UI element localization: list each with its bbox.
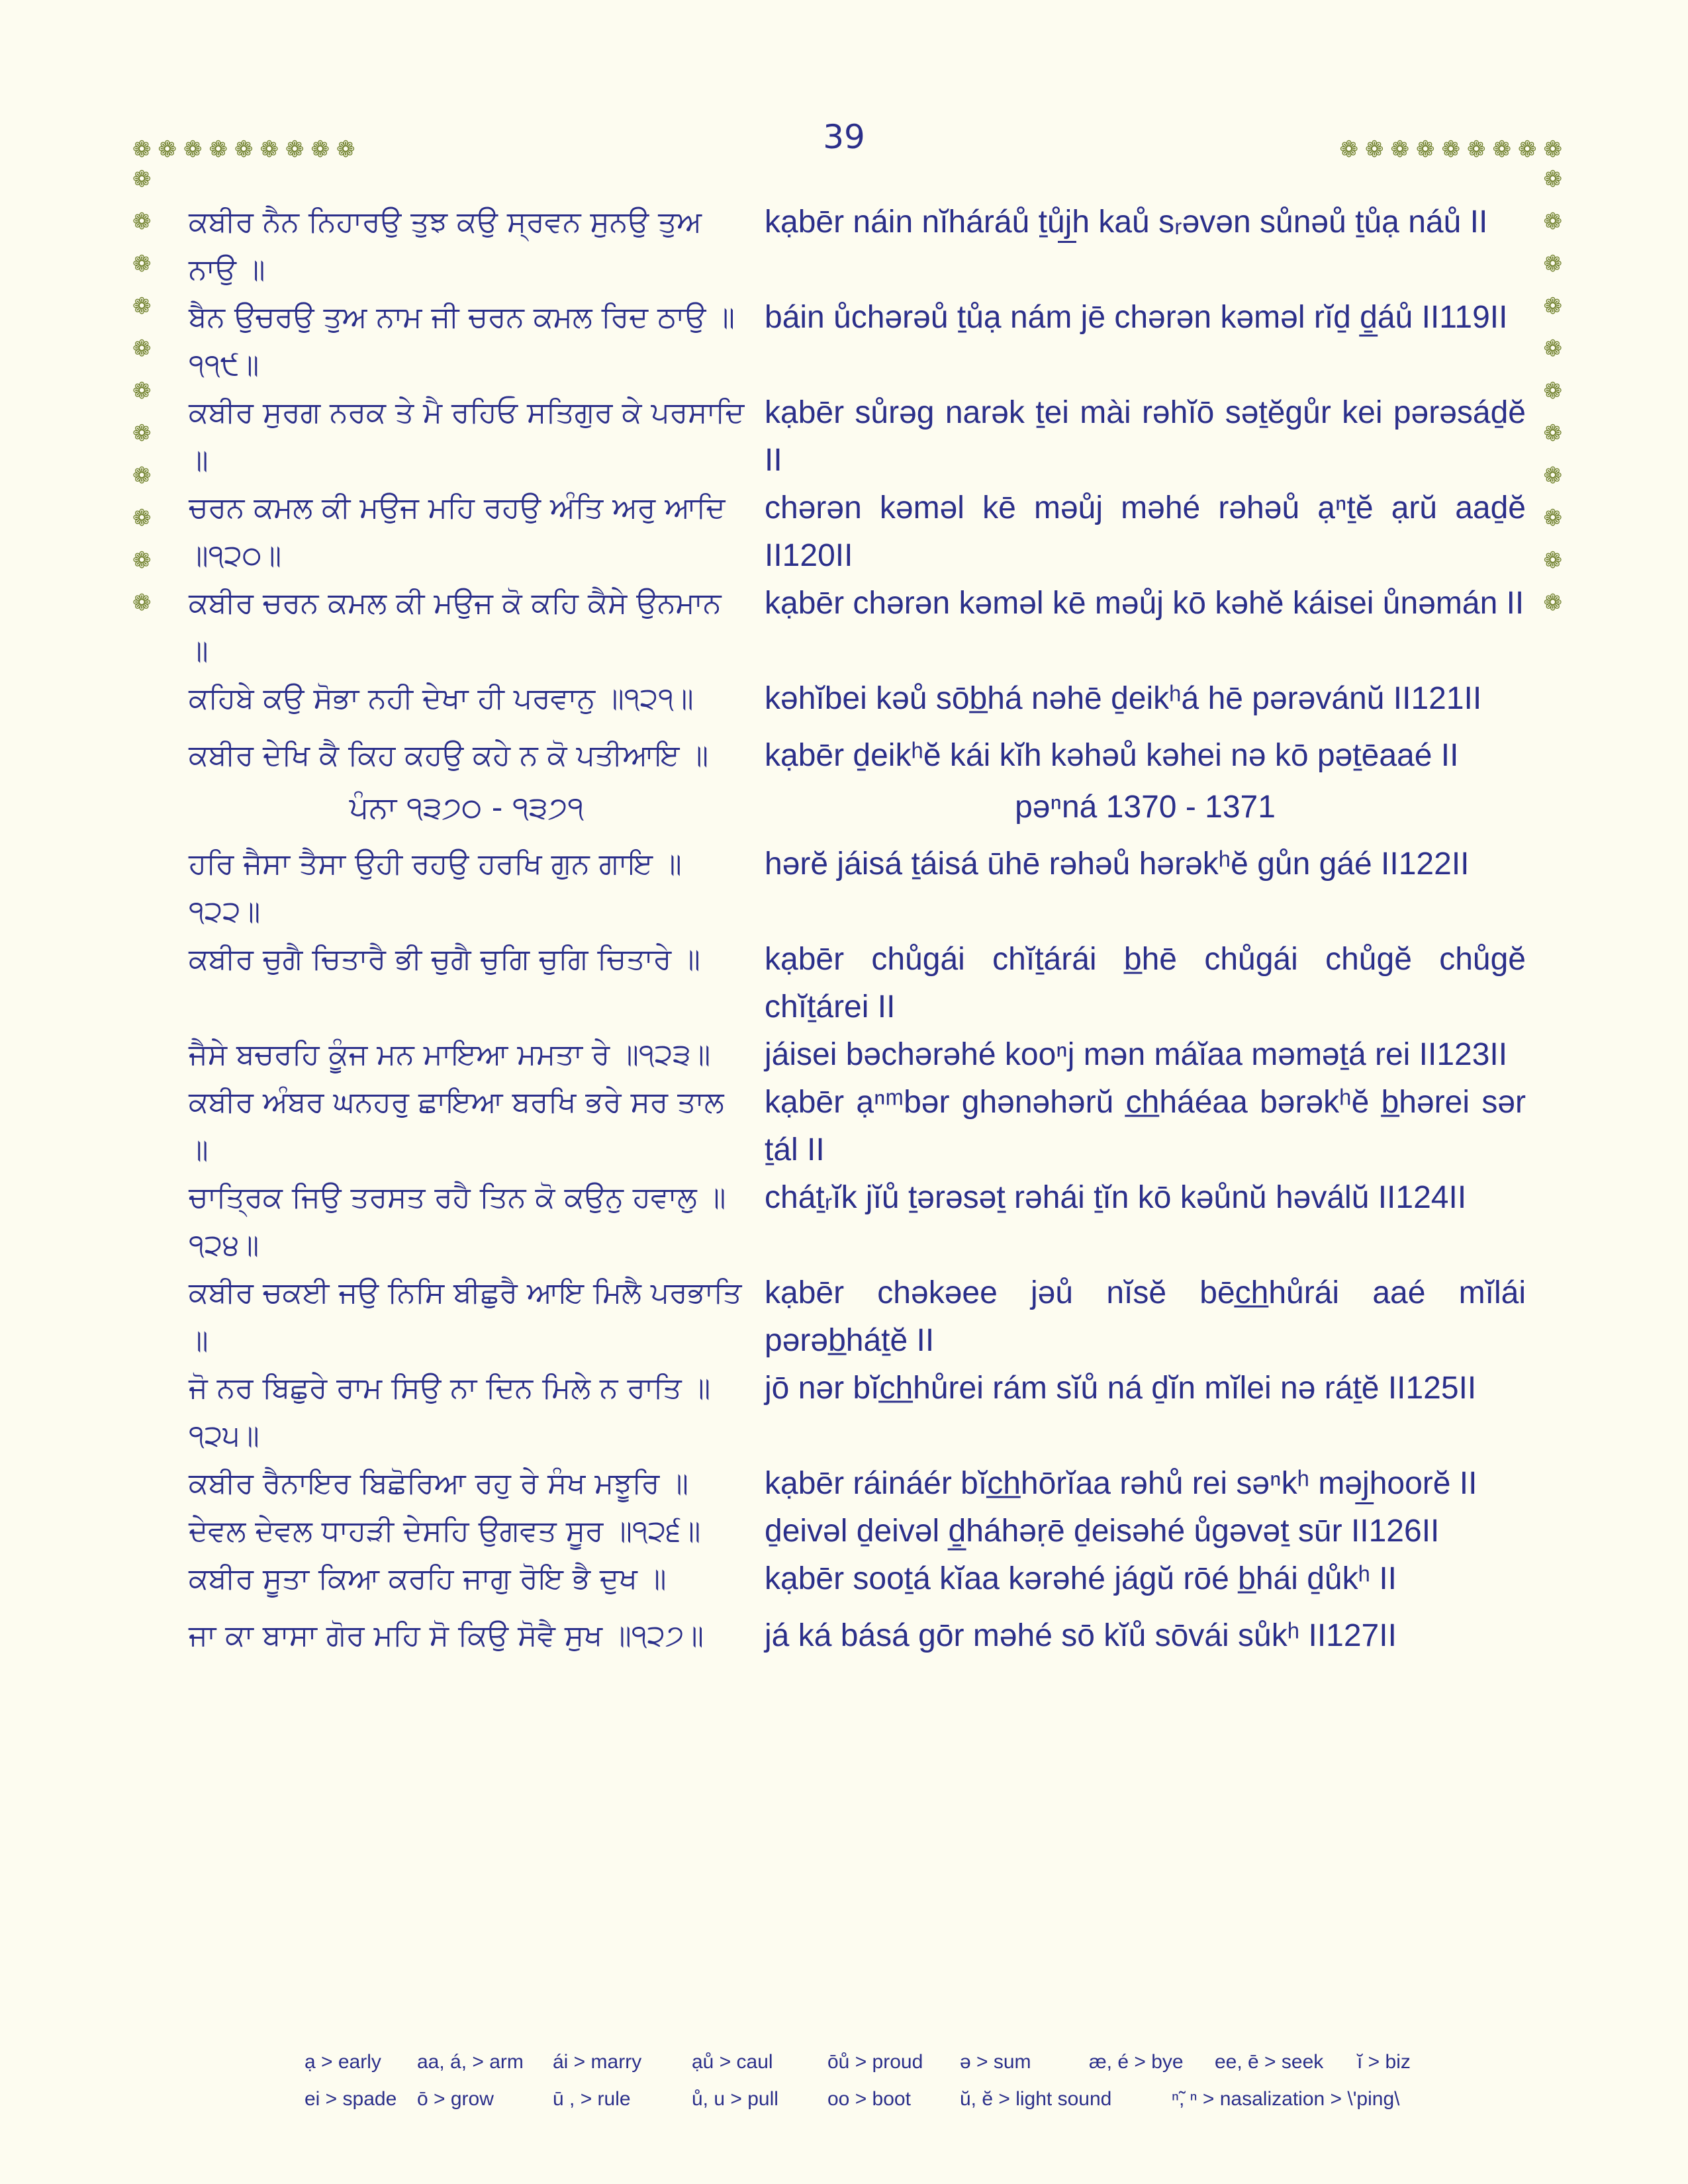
verse-row <box>189 1079 1526 1174</box>
verse-row <box>189 1612 1526 1660</box>
gurmukhi-line: ਚਾਤ੍ਰਿਕ ਜਿਉ ਤਰਸਤ ਰਹੈ ਤਿਨ ਕੋ ਕਉਨੁ ਹਵਾਲੁ ॥੧੨੪॥ <box>189 1181 726 1262</box>
legend-item: ō > grow <box>417 2088 494 2110</box>
flower-icon: ❁ <box>234 136 254 163</box>
ornament-column-right <box>1544 165 1563 617</box>
transliteration-line: kạbēr chərən kəməl kē məůj kō kəhĕ káisei ůnəmán II <box>765 586 1524 621</box>
flower-icon: ❁ <box>1543 208 1562 235</box>
flower-icon: ❁ <box>158 136 177 163</box>
flower-icon: ❁ <box>132 590 152 616</box>
gurmukhi-line: ਜੋ ਨਰ ਬਿਛੁਰੇ ਰਾਮ ਸਿਉ ਨਾ ਦਿਨ ਮਿਲੇ ਨ ਰਾਤਿ ॥੧੨੫॥ <box>189 1371 711 1453</box>
transliteration-line: kạbēr sooṯá kĭaa kərəhé jágŭ rōé b̲hái ḏůkʰ II <box>765 1561 1397 1596</box>
gurmukhi-line: ਕਬੀਰ ਨੈਨ ਨਿਹਾਰਉ ਤੁਝ ਕਉ ਸ੍ਰਵਨ ਸੁਨਉ ਤੁਅ ਨਾਉ ॥ <box>189 205 702 287</box>
verse-row <box>189 1174 1526 1269</box>
transliteration-line: kạbēr chəkəee jəů nĭsĕ bēc̲h̲hůrái aaé mĭlái pərəb̲háṯĕ II <box>765 1275 1526 1358</box>
legend-item: ŭ, ĕ > light sound <box>960 2088 1112 2110</box>
legend-item: ⁿ̃, ⁿ > nasalization > \'ping\ <box>1172 2088 1400 2110</box>
transliteration-line: kəhĭbei kəů sōb̲há nəhē ḏeikʰá hē pərəvánŭ II121II <box>765 681 1482 716</box>
verse-row <box>189 389 1526 484</box>
legend-item: ei > spade <box>305 2088 397 2110</box>
gurmukhi-line: ਕਬੀਰ ਦੇਖਿ ਕੈ ਕਿਹ ਕਹਉ ਕਹੇ ਨ ਕੋ ਪਤੀਆਇ ॥ <box>189 739 709 772</box>
gurmukhi-line: ਕਬੀਰ ਚਰਨ ਕਮਲ ਕੀ ਮਉਜ ਕੋ ਕਹਿ ਕੈਸੇ ਉਨਮਾਨ ॥ <box>189 586 722 668</box>
flower-icon: ❁ <box>1543 136 1562 163</box>
flower-icon: ❁ <box>132 136 152 163</box>
flower-icon: ❁ <box>1543 336 1562 362</box>
transliteration-line: cháṯᵣĭk jĭů ṯərəsəṯ rəhái ṯĭn kō kəůnŭ həválŭ II124II <box>765 1180 1467 1215</box>
flower-icon: ❁ <box>1365 136 1384 163</box>
gurmukhi-line: ਚਰਨ ਕਮਲ ਕੀ ਮਉਜ ਮਹਿ ਰਹਉ ਅੰਤਿ ਅਰੁ ਆਦਿ ॥੧੨੦॥ <box>189 491 726 572</box>
flower-icon: ❁ <box>1543 505 1562 531</box>
gurmukhi-line: ਜੈਸੇ ਬਚਰਹਿ ਕੂੰਜ ਮਨ ਮਾਇਆ ਮਮਤਾ ਰੇ ॥੧੨੩॥ <box>189 1038 711 1071</box>
flower-icon: ❁ <box>1416 136 1435 163</box>
flower-icon: ❁ <box>1492 136 1511 163</box>
legend-item: oo > boot <box>827 2088 911 2110</box>
transliteration-line: kạbēr ḏeikʰĕ kái kĭh kəhəů kəhei nə kō pəṯēaaé II <box>765 738 1459 773</box>
verse-row <box>189 580 1526 675</box>
legend-item: ee, ē > seek <box>1215 2051 1324 2073</box>
ornament-column-left <box>132 165 152 617</box>
transliteration-line: ḏeivəl ḏeivəl ḏ̲háhəṛē ḏeisəhé ůgəvəṯ sūr II126II <box>765 1514 1440 1549</box>
flower-icon: ❁ <box>259 136 279 163</box>
flower-icon: ❁ <box>132 378 152 404</box>
gurmukhi-line: ਬੈਨ ਉਚਰਉ ਤੁਅ ਨਾਮ ਜੀ ਚਰਨ ਕਮਲ ਰਿਦ ਠਾਉ ॥੧੧੯॥ <box>189 300 735 382</box>
page-number: 39 <box>823 118 865 156</box>
pronunciation-legend <box>305 2044 1496 2118</box>
flower-icon: ❁ <box>132 293 152 320</box>
verse-row <box>189 1269 1526 1365</box>
verse-row <box>189 675 1526 723</box>
flower-icon: ❁ <box>1543 590 1562 616</box>
verse-row <box>189 1365 1526 1460</box>
legend-item: ạ > early <box>305 2051 381 2073</box>
verse-row <box>189 484 1526 580</box>
section-heading <box>189 784 1526 831</box>
transliteration-line: jō nər bĭc̲h̲hůrei rám sĭů ná ḏĭn mĭlei nə ráṯĕ II125II <box>765 1371 1477 1406</box>
flower-icon: ❁ <box>132 547 152 574</box>
flower-icon: ❁ <box>132 166 152 193</box>
transliteration-line: kạbēr ráináér bĭc̲h̲hōrĭaa rəhů rei səⁿkʰ məj̲hoorĕ II <box>765 1466 1477 1501</box>
gurmukhi-line: ਕਹਿਬੇ ਕਉ ਸੋਭਾ ਨਹੀ ਦੇਖਾ ਹੀ ਪਰਵਾਨੁ ॥੧੨੧॥ <box>189 682 694 715</box>
flower-icon: ❁ <box>285 136 305 163</box>
flower-icon: ❁ <box>132 336 152 362</box>
flower-icon: ❁ <box>336 136 355 163</box>
verse-row <box>189 732 1526 780</box>
verse-row <box>189 294 1526 389</box>
legend-item: ōů > proud <box>827 2051 923 2073</box>
flower-icon: ❁ <box>132 208 152 235</box>
flower-icon: ❁ <box>1543 547 1562 574</box>
flower-icon: ❁ <box>132 505 152 531</box>
flower-icon: ❁ <box>132 251 152 277</box>
verse-row <box>189 199 1526 294</box>
gurmukhi-line: ਕਬੀਰ ਚੁਗੈ ਚਿਤਾਰੈ ਭੀ ਚੁਗੈ ਚੁਗਿ ਚੁਗਿ ਚਿਤਾਰੇ ॥ <box>189 942 700 976</box>
legend-row <box>305 2081 1496 2118</box>
flower-icon: ❁ <box>1390 136 1409 163</box>
verse-row <box>189 1508 1526 1555</box>
legend-item: ĭ > biz <box>1357 2051 1411 2073</box>
transliteration-line: hərĕ jáisá ṯáisá ūhē rəhəů hərəkʰĕ gůn gáé II122II <box>765 846 1470 882</box>
flower-icon: ❁ <box>1543 293 1562 320</box>
flower-icon: ❁ <box>1543 420 1562 447</box>
transliteration-line: kạbēr chůgái chĭṯárái b̲hē chůgái chůgĕ chůgĕ chĭṯárei II <box>765 942 1526 1024</box>
section-heading-gurmukhi: ਪੰਨਾ ੧੩੭੦ - ੧੩੭੧ <box>349 790 585 825</box>
flower-icon: ❁ <box>1339 136 1358 163</box>
legend-row <box>305 2044 1496 2081</box>
flower-icon: ❁ <box>132 463 152 489</box>
gurmukhi-line: ਕਬੀਰ ਰੈਨਾਇਰ ਬਿਛੋਰਿਆ ਰਹੁ ਰੇ ਸੰਖ ਮਝੂਰਿ ॥ <box>189 1467 689 1500</box>
verse-row <box>189 1460 1526 1508</box>
section-heading-transliteration: pəⁿná 1370 - 1371 <box>1015 790 1276 825</box>
flower-icon: ❁ <box>132 420 152 447</box>
flower-icon: ❁ <box>310 136 330 163</box>
transliteration-line: jáisei bəchərəhé kooⁿj mən máĭaa məməṯá rei II123II <box>765 1037 1508 1072</box>
flower-icon: ❁ <box>209 136 228 163</box>
legend-item: æ, é > bye <box>1089 2051 1184 2073</box>
transliteration-line: báin ůchərəů ṯůạ nám jē chərən kəməl rĭḏ ḏ̲áů II119II <box>765 300 1508 335</box>
flower-icon: ❁ <box>1543 251 1562 277</box>
gurmukhi-line: ਕਬੀਰ ਚਕਈ ਜਉ ਨਿਸਿ ਬੀਛੁਰੈ ਆਇ ਮਿਲੈ ਪਰਭਾਤਿ ॥ <box>189 1276 742 1357</box>
gurmukhi-line: ਦੇਵਲ ਦੇਵਲ ਧਾਹੜੀ ਦੇਸਹਿ ਉਗਵਤ ਸੂਰ ॥੧੨੬॥ <box>189 1514 701 1548</box>
legend-item: aa, á, > arm <box>417 2051 524 2073</box>
verse-row <box>189 936 1526 1031</box>
verse-row <box>189 841 1526 936</box>
flower-icon: ❁ <box>1543 378 1562 404</box>
verse-row <box>189 1555 1526 1603</box>
gurmukhi-line: ਕਬੀਰ ਅੰਬਰ ਘਨਹਰੁ ਛਾਇਆ ਬਰਖਿ ਭਰੇ ਸਰ ਤਾਲ ॥ <box>189 1085 724 1167</box>
legend-item: ə > sum <box>960 2051 1031 2073</box>
transliteration-line: kạbēr ạⁿᵐbər ghənəhərŭ c̲h̲háéaa bərəkʰĕ b̲hərei sər ṯál II <box>765 1085 1526 1167</box>
transliteration-line: já ká básá gōr məhé sō kĭů sōvái sůkʰ II127II <box>765 1618 1397 1653</box>
gurmukhi-line: ਕਬੀਰ ਸੁਰਗ ਨਰਕ ਤੇ ਮੈ ਰਹਿਓ ਸਤਿਗੁਰ ਕੇ ਪਰਸਾਦਿ ॥ <box>189 396 745 477</box>
transliteration-line: kạbēr náin nĭháráů ṯůj̲h kaů sᵣəvən sůnəů ṯůạ náů II <box>765 205 1488 240</box>
legend-item: ū , > rule <box>553 2088 631 2110</box>
flower-icon: ❁ <box>1467 136 1486 163</box>
flower-icon: ❁ <box>1441 136 1460 163</box>
legend-item: ái > marry <box>553 2051 642 2073</box>
legend-item: ů, u > pull <box>692 2088 778 2110</box>
verse-row <box>189 1031 1526 1079</box>
flower-icon: ❁ <box>1543 463 1562 489</box>
gurmukhi-line: ਜਾ ਕਾ ਬਾਸਾ ਗੋਰ ਮਹਿ ਸੋ ਕਿਉ ਸੋਵੈ ਸੁਖ ॥੧੨੭॥ <box>189 1619 704 1653</box>
flower-icon: ❁ <box>183 136 203 163</box>
verse-table <box>189 199 1526 1660</box>
legend-item: ạů > caul <box>692 2051 773 2073</box>
gurmukhi-line: ਕਬੀਰ ਸੂਤਾ ਕਿਆ ਕਰਹਿ ਜਾਗੁ ਰੋਇ ਭੈ ਦੁਖ ॥ <box>189 1562 667 1596</box>
flower-icon: ❁ <box>1543 166 1562 193</box>
transliteration-line: chərən kəməl kē məůj məhé rəhəů ạⁿṯĕ ạrŭ aaḏĕ II120II <box>765 490 1526 573</box>
transliteration-line: kạbēr sůrəg narək ṯei mài rəhĭō səṯĕgůr kei pərəsáḏĕ II <box>765 395 1526 478</box>
gurmukhi-line: ਹਰਿ ਜੈਸਾ ਤੈਸਾ ਉਹੀ ਰਹਉ ਹਰਖਿ ਗੁਨ ਗਾਇ ॥੧੨੨॥ <box>189 847 682 929</box>
flower-icon: ❁ <box>1518 136 1537 163</box>
